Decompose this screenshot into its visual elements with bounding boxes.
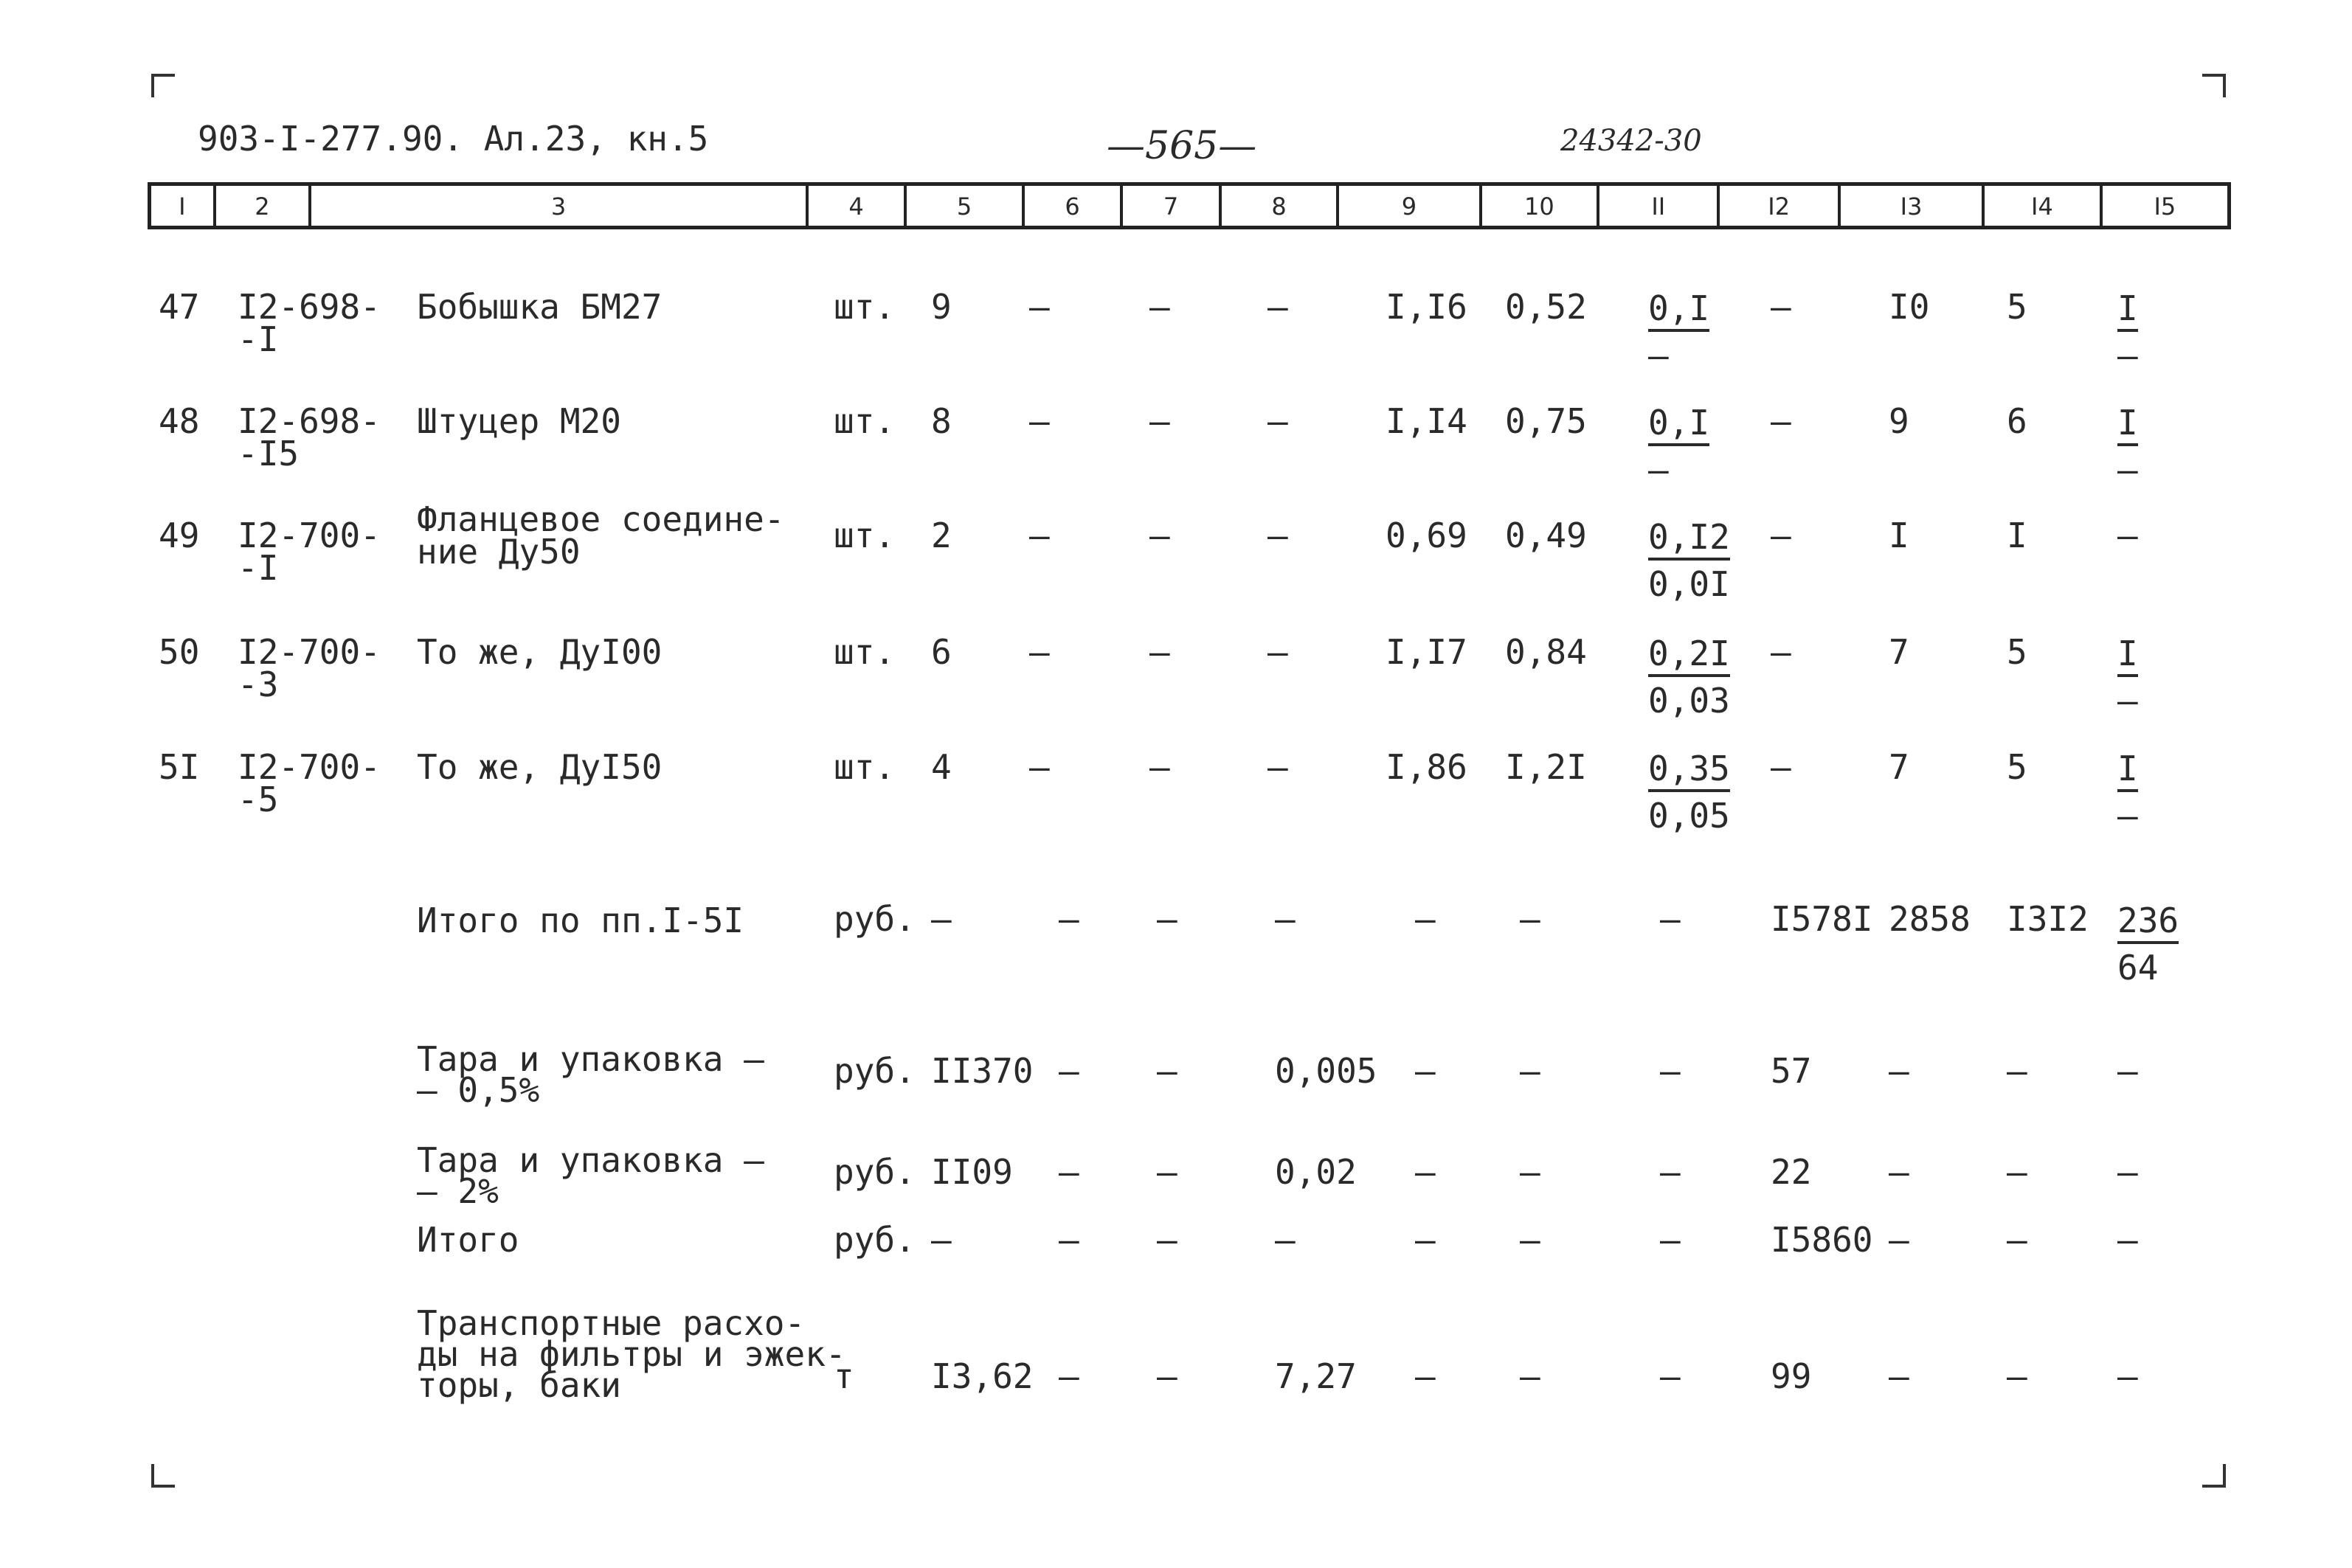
row-number: 50 — [159, 632, 200, 672]
value-cell-c6: – — [1029, 287, 1050, 327]
summary-cell-c13: 2858 — [1889, 899, 1971, 939]
summary-cell-c8: – — [1275, 1220, 1296, 1260]
summary-cell-c12: I5860 — [1771, 1220, 1873, 1260]
summary-cell-c5: II370 — [931, 1051, 1034, 1091]
fraction-cell-c11-denominator: 0,0I — [1648, 564, 1730, 604]
unit-cell: руб. — [834, 1152, 916, 1192]
value-cell-c7: – — [1149, 401, 1170, 441]
column-header-cell: II — [1599, 186, 1720, 226]
summary-cell-c14: – — [2007, 1152, 2027, 1192]
fraction-cell-c11-numerator: 0,I2 — [1648, 516, 1730, 561]
summary-cell-c11: – — [1660, 1051, 1681, 1091]
value-cell-c12: – — [1771, 747, 1791, 787]
price-code-line: -I5 — [238, 434, 300, 473]
fraction-cell-c11-denominator: 0,03 — [1648, 681, 1730, 721]
summary-cell-c15: – — [2117, 1356, 2138, 1396]
price-code-line: -5 — [238, 780, 279, 819]
row-number: 5I — [159, 747, 200, 787]
summary-cell-c11: – — [1660, 1220, 1681, 1260]
fraction-cell-c15-numerator: I — [2117, 633, 2138, 677]
summary-cell-c7: – — [1157, 1220, 1177, 1260]
value-cell-c14: I — [2007, 516, 2027, 555]
summary-cell-c10: – — [1520, 1051, 1540, 1091]
value-cell-c5: 9 — [931, 287, 952, 327]
value-cell-c7: – — [1149, 516, 1170, 555]
value-cell-c12: – — [1771, 632, 1791, 672]
value-cell-c10: 0,52 — [1505, 287, 1587, 327]
price-code-line: I2-700- — [238, 747, 381, 787]
item-name-line: То же, ДуI50 — [417, 747, 663, 787]
fraction-cell-c11 — [1648, 513, 1730, 608]
fraction-cell-c11 — [1648, 399, 1709, 493]
summary-cell-c9: – — [1415, 1152, 1436, 1192]
fraction-cell-c15-denominator: – — [2117, 450, 2138, 490]
item-name-line: То же, ДуI00 — [417, 632, 663, 672]
item-name-line: ние Ду50 — [417, 532, 581, 572]
corner-mark-bottom-left — [151, 1464, 175, 1488]
column-header-cell: I — [151, 186, 216, 226]
unit-cell: шт. — [834, 401, 896, 441]
value-cell-c6: – — [1029, 632, 1050, 672]
summary-cell-c5: II09 — [931, 1152, 1013, 1192]
page-number: —565— — [1107, 124, 1257, 168]
column-header-cell: 2 — [216, 186, 312, 226]
value-cell-c13: 7 — [1889, 632, 1909, 672]
summary-label-line: Тара и упаковка – — [417, 1039, 764, 1079]
value-cell-c12: – — [1771, 401, 1791, 441]
unit-cell: руб. — [834, 1220, 916, 1260]
price-code-line: -I — [238, 548, 279, 588]
value-cell-c12: – — [1771, 287, 1791, 327]
summary-cell-c14: I3I2 — [2007, 899, 2089, 939]
summary-cell-c7: – — [1157, 1356, 1177, 1396]
summary-cell-c7: – — [1157, 899, 1177, 939]
column-header-cell: 8 — [1222, 186, 1339, 226]
unit-cell: шт. — [834, 747, 896, 787]
value-cell-c9: 0,69 — [1386, 516, 1467, 555]
fraction-cell-c11 — [1648, 745, 1730, 839]
fraction-cell-c15-numerator: I — [2117, 402, 2138, 446]
row-number: 49 — [159, 516, 200, 555]
column-header-cell: I5 — [2154, 192, 2176, 221]
value-cell-c13: 9 — [1889, 401, 1909, 441]
value-cell-c5: 8 — [931, 401, 952, 441]
unit-cell: шт. — [834, 516, 896, 555]
column-header-cell: 5 — [907, 186, 1024, 226]
summary-cell-c10: – — [1520, 1220, 1540, 1260]
inventory-stamp: 24342-30 — [1560, 124, 1702, 158]
summary-label-line: ды на фильтры и эжек- — [417, 1334, 846, 1374]
summary-cell-c15-numerator: 236 — [2117, 900, 2179, 944]
fraction-cell-c11-numerator: 0,2I — [1648, 633, 1730, 677]
price-code-line: -I — [238, 319, 279, 359]
value-cell-c8: – — [1267, 747, 1288, 787]
value-cell-c6: – — [1029, 516, 1050, 555]
summary-cell-c14: – — [2007, 1220, 2027, 1260]
summary-cell-c11: – — [1660, 1152, 1681, 1192]
summary-cell-c8: 0,02 — [1275, 1152, 1357, 1192]
summary-cell-c15-denominator: 64 — [2117, 948, 2159, 988]
summary-cell-c9: – — [1415, 899, 1436, 939]
column-header-cell: 7 — [1123, 186, 1222, 226]
fraction-cell-c15-numerator: I — [2117, 748, 2138, 792]
summary-cell-c13: – — [1889, 1356, 1909, 1396]
column-header-cell: I3 — [1841, 186, 1985, 226]
fraction-cell-c11-numerator: 0,I — [1648, 288, 1709, 332]
summary-cell-c7: – — [1157, 1051, 1177, 1091]
summary-label-line: Итого по пп.I-5I — [417, 901, 744, 940]
fraction-cell-c15-denominator: – — [2117, 796, 2138, 836]
column-header-cell: 4 — [809, 186, 907, 226]
summary-cell-c6: – — [1059, 1152, 1079, 1192]
summary-cell-c8: 0,005 — [1275, 1051, 1377, 1091]
value-cell-c13: I — [1889, 516, 1909, 555]
fraction-cell-c15-denominator: – — [2117, 681, 2138, 721]
value-cell-c7: – — [1149, 747, 1170, 787]
corner-mark-bottom-right — [2202, 1464, 2226, 1488]
summary-cell-c13: – — [1889, 1051, 1909, 1091]
value-cell-c10: 0,84 — [1505, 632, 1587, 672]
summary-cell-c6: – — [1059, 1356, 1079, 1396]
value-cell-c5: 2 — [931, 516, 952, 555]
item-name-line: Бобышка БМ27 — [417, 287, 663, 327]
fraction-cell-c11-numerator: 0,I — [1648, 402, 1709, 446]
row-number: 47 — [159, 287, 200, 327]
summary-cell-c10: – — [1520, 1152, 1540, 1192]
summary-label-line: Тара и упаковка – — [417, 1140, 764, 1180]
summary-cell-c15 — [2117, 897, 2179, 991]
value-cell-c8: – — [1267, 287, 1288, 327]
summary-cell-c8: – — [1275, 899, 1296, 939]
summary-cell-c5: – — [931, 1220, 952, 1260]
summary-cell-c8: 7,27 — [1275, 1356, 1357, 1396]
fraction-cell-c11 — [1648, 285, 1709, 379]
value-cell-c14: 6 — [2007, 401, 2027, 441]
fraction-cell-c11 — [1648, 630, 1730, 724]
value-cell-c9: I,I4 — [1386, 401, 1467, 441]
value-cell-c12: – — [1771, 516, 1791, 555]
summary-cell-c6: – — [1059, 1051, 1079, 1091]
summary-cell-c5: I3,62 — [931, 1356, 1034, 1396]
value-cell-c13: 7 — [1889, 747, 1909, 787]
fraction-cell-c15-denominator: – — [2117, 336, 2138, 375]
summary-label-line: торы, баки — [417, 1365, 621, 1405]
value-cell-c9: I,86 — [1386, 747, 1467, 787]
price-code-line: I2-698- — [238, 401, 381, 441]
value-cell-c7: – — [1149, 632, 1170, 672]
summary-cell-c15: – — [2117, 1220, 2138, 1260]
column-header-cell: 3 — [311, 186, 809, 226]
summary-label-line: Транспортные расхо- — [417, 1303, 806, 1343]
value-cell-c6: – — [1029, 747, 1050, 787]
value-cell-c8: – — [1267, 401, 1288, 441]
column-header-cell: I2 — [1720, 186, 1840, 226]
summary-cell-c6: – — [1059, 899, 1079, 939]
unit-cell: шт. — [834, 632, 896, 672]
fraction-cell-c11-numerator: 0,35 — [1648, 748, 1730, 792]
summary-cell-c12: 22 — [1771, 1152, 1812, 1192]
summary-cell-c13: – — [1889, 1152, 1909, 1192]
summary-cell-c12: I578I — [1771, 899, 1873, 939]
summary-cell-c5: – — [931, 899, 952, 939]
value-cell-c5: 4 — [931, 747, 952, 787]
fraction-cell-c15 — [2117, 399, 2138, 493]
fraction-cell-c15 — [2117, 630, 2138, 724]
fraction-cell-c15 — [2117, 745, 2138, 839]
summary-cell-c14: – — [2007, 1356, 2027, 1396]
value-cell-c10: 0,75 — [1505, 401, 1587, 441]
column-header-cell: I4 — [1985, 186, 2102, 226]
summary-cell-c12: 57 — [1771, 1051, 1812, 1091]
column-header-cell: 10 — [1482, 186, 1599, 226]
corner-mark-top-right — [2202, 74, 2226, 97]
summary-label-line: – 2% — [417, 1171, 499, 1211]
summary-cell-c14: – — [2007, 1051, 2027, 1091]
fraction-cell-c15-numerator: I — [2117, 288, 2138, 332]
item-name-line: Фланцевое соедине- — [417, 499, 785, 539]
item-name-line: Штуцер М20 — [417, 401, 621, 441]
column-header-cell: 6 — [1025, 186, 1124, 226]
summary-cell-c9: – — [1415, 1051, 1436, 1091]
value-cell-c7: – — [1149, 287, 1170, 327]
value-cell-c9: I,I7 — [1386, 632, 1467, 672]
value-cell-c13: I0 — [1889, 287, 1930, 327]
value-cell-c9: I,I6 — [1386, 287, 1467, 327]
fraction-cell-c15 — [2117, 285, 2138, 379]
value-cell-c10: 0,49 — [1505, 516, 1587, 555]
summary-cell-c7: – — [1157, 1152, 1177, 1192]
value-cell-c14: 5 — [2007, 287, 2027, 327]
row-number: 48 — [159, 401, 200, 441]
column-header-cell: 9 — [1339, 186, 1481, 226]
fraction-cell-c11-denominator: – — [1648, 450, 1669, 490]
fraction-cell-c11-denominator: 0,05 — [1648, 796, 1730, 836]
unit-cell: шт. — [834, 287, 896, 327]
summary-cell-c11: – — [1660, 899, 1681, 939]
summary-cell-c15: – — [2117, 1051, 2138, 1091]
fraction-cell-c11-denominator: – — [1648, 336, 1669, 375]
value-cell-c14: 5 — [2007, 747, 2027, 787]
value-cell-c8: – — [1267, 516, 1288, 555]
fraction-cell-c15: – — [2117, 516, 2138, 555]
value-cell-c14: 5 — [2007, 632, 2027, 672]
value-cell-c6: – — [1029, 401, 1050, 441]
value-cell-c8: – — [1267, 632, 1288, 672]
price-code-line: I2-698- — [238, 287, 381, 327]
value-cell-c5: 6 — [931, 632, 952, 672]
summary-cell-c12: 99 — [1771, 1356, 1812, 1396]
summary-label-line: Итого — [417, 1220, 519, 1260]
summary-label-line: – 0,5% — [417, 1070, 540, 1110]
price-code-line: I2-700- — [238, 632, 381, 672]
summary-cell-c15: – — [2117, 1152, 2138, 1192]
summary-cell-c11: – — [1660, 1356, 1681, 1396]
column-header-row — [148, 182, 2231, 229]
document-code: 903-I-277.90. Ал.23, кн.5 — [198, 119, 709, 159]
unit-cell: руб. — [834, 1051, 916, 1091]
summary-cell-c13: – — [1889, 1220, 1909, 1260]
price-code-line: -3 — [238, 665, 279, 704]
price-code-line: I2-700- — [238, 516, 381, 555]
summary-cell-c9: – — [1415, 1220, 1436, 1260]
value-cell-c10: I,2I — [1505, 747, 1587, 787]
summary-cell-c6: – — [1059, 1220, 1079, 1260]
corner-mark-top-left — [151, 74, 175, 97]
unit-cell: руб. — [834, 899, 916, 939]
summary-cell-c10: – — [1520, 899, 1540, 939]
summary-cell-c9: – — [1415, 1356, 1436, 1396]
summary-cell-c10: – — [1520, 1356, 1540, 1396]
unit-cell: т — [834, 1356, 854, 1396]
